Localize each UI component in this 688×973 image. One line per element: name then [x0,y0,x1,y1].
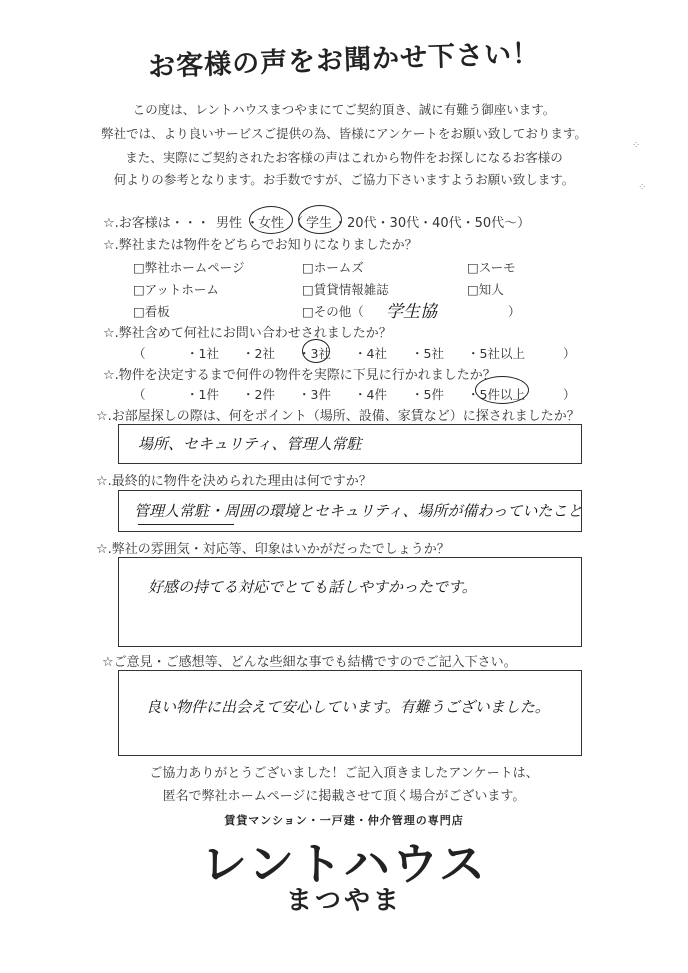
q3-option-5[interactable]: ・5社 [411,346,444,361]
q7-answer: 好感の持てる対応でとても話しやすかったです。 [148,578,477,596]
q3-option-3-circle [302,339,330,363]
logo-sub: まつやま [285,886,402,916]
q2-option-suumo[interactable]: □スーモ [467,260,516,275]
q3-option-2[interactable]: ・2社 [242,346,275,361]
q7-label: ☆.弊社の雰囲気・対応等、印象はいかがだったでしょうか？ [96,542,450,557]
q1-prefix: ☆.お客様は・・・ [103,216,210,231]
q3-close: ） [563,346,576,361]
q1-male[interactable]: 男性 [216,216,243,231]
q1-female[interactable]: 女性 [258,216,285,231]
q2-option-homepage[interactable]: □弊社ホームページ [133,260,245,275]
q4-open: （ [133,387,146,402]
q1-female-circle [249,206,293,234]
q2-option-magazine[interactable]: □賃貸情報雑誌 [302,282,389,297]
q7-answer-box[interactable] [118,557,582,647]
q2-option-athome[interactable]: □アットホーム [133,282,219,297]
q2-option-signboard[interactable]: □看板 [133,304,170,319]
q4-option-2[interactable]: ・2件 [242,387,275,402]
q4-option-4[interactable]: ・4件 [354,387,387,402]
q6-label: ☆.最終的に物件を決められた理由は何ですか？ [96,474,372,489]
logo-name: レントハウス [200,839,488,890]
q2-label: ☆.弊社または物件をどちらでお知りになりましたか？ [103,238,418,253]
q4-close: ） [563,387,576,402]
q2-other-answer: 学生協 [386,302,437,322]
q8-answer: 良い物件に出会えて安心しています。有難うございました。 [146,698,550,716]
q6-answer: 管理人常駐・周囲の環境とセキュリティ、場所が備わっていたこと [134,502,583,520]
q5-label: ☆.お部屋探しの際は、何をポイント（場所、設備、家賃など）に探されましたか？ [96,409,580,424]
q4-option-5plus[interactable]: ・5件以上 [467,387,525,402]
scan-speck: ⁘ [632,140,641,151]
q1-ages: ・20代・30代・40代・50代〜） [334,216,531,231]
page-title: お客様の声をお聞かせ下さい！ [147,38,541,83]
q4-option-1[interactable]: ・1件 [186,387,219,402]
q3-open: （ [133,346,146,361]
q3-option-3[interactable]: ・3社 [298,346,331,361]
q3-option-5plus[interactable]: ・5社以上 [467,346,525,361]
q2-other-close: ） [508,304,521,319]
footer-line-1: ご協力ありがとうございました！ご記入頂きましたアンケートは、 [149,766,539,781]
q5-answer: 場所、セキュリティ、管理人常駐 [138,435,362,453]
q4-option-5plus-circle [475,376,529,404]
intro-line-4: 何よりの参考となります。お手数ですが、ご協力下さいますようお願い致します。 [113,172,575,187]
q3-option-4[interactable]: ・4社 [354,346,387,361]
q6-underline [138,524,234,525]
q1-paren: （ [290,216,304,231]
q3-label: ☆.弊社含めて何社にお問い合わせされましたか？ [103,326,392,341]
q8-label: ☆ご意見・ご感想等、どんな些細な事でも結構ですのでご記入下さい。 [102,655,517,670]
q3-option-1[interactable]: ・1社 [186,346,219,361]
intro-line-2: 弊社では、より良いサービスご提供の為、皆様にアンケートをお願い致しております。 [101,126,587,141]
q4-label: ☆.物件を決定するまで何件の物件を実際に下見に行かれましたか？ [103,368,496,383]
logo-tagline: 賃貸マンション・一戸建・仲介管理の専門店 [224,814,464,827]
q2-option-other[interactable]: □その他（ [302,304,364,319]
scan-speck: ⁘ [638,182,647,193]
q4-option-5[interactable]: ・5件 [411,387,444,402]
intro-line-1: この度は、レントハウスまつやまにてご契約頂き、誠に有難う御座います。 [132,102,556,117]
footer-line-2: 匿名で弊社ホームページに掲載させて頂く場合がございます。 [162,789,526,804]
q4-option-3[interactable]: ・3件 [298,387,331,402]
q1-dot: ・ [246,216,260,231]
intro-line-3: また、実際にご契約されたお客様の声はこれから物件をお探しになるお客様の [125,150,563,165]
q1-student[interactable]: 学生 [306,216,333,231]
q2-option-acquaintance[interactable]: □知人 [467,282,504,297]
q2-option-homes[interactable]: □ホームズ [302,260,364,275]
